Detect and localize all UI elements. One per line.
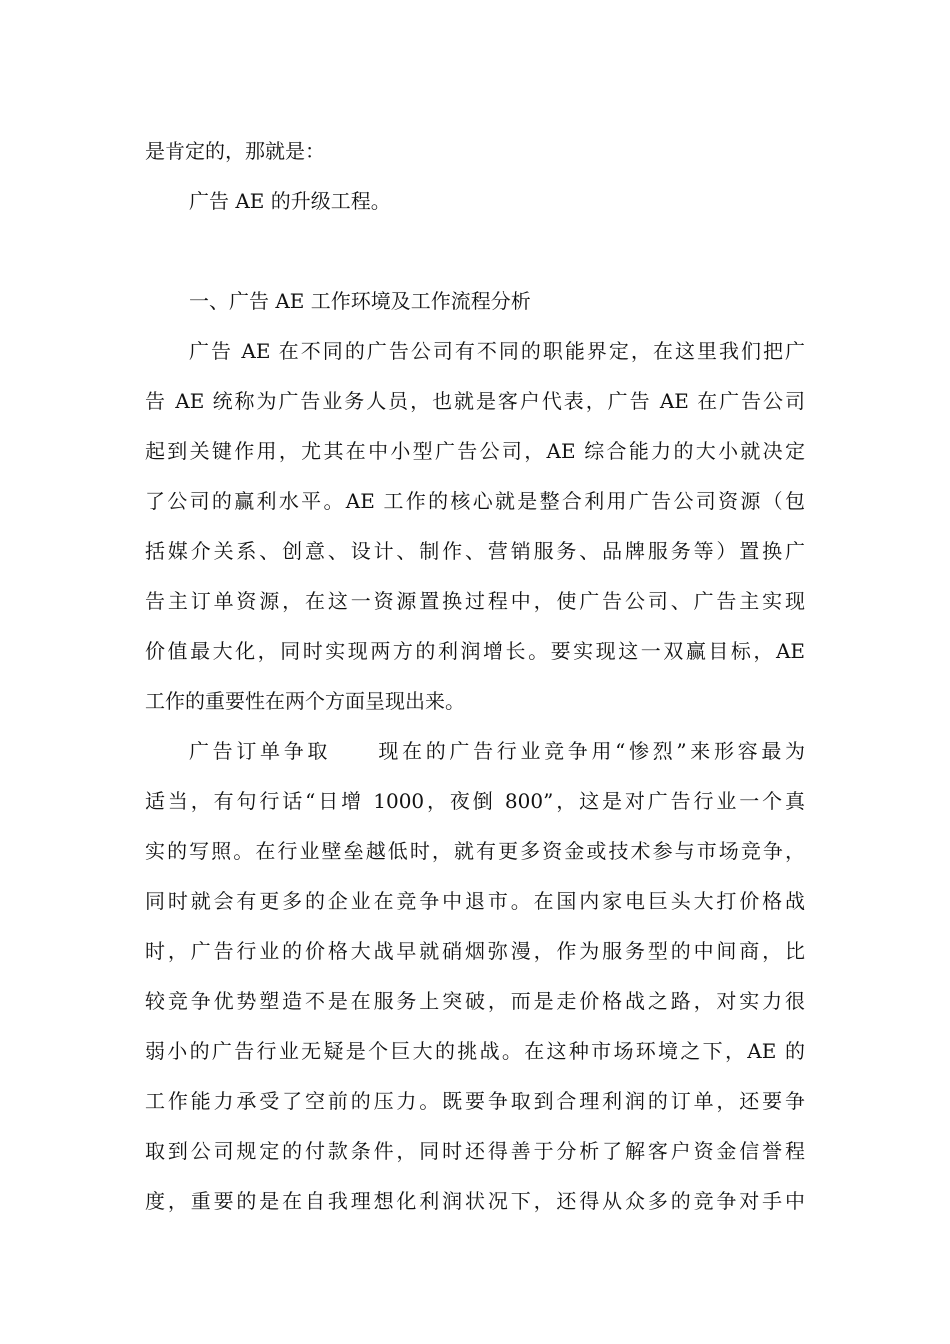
paragraph-line: 适当，有句行话“日增 1000，夜倒 800”，这是对广告行业一个真 xyxy=(145,789,805,813)
intro-line: 广告 AE 的升级工程。 xyxy=(189,189,391,213)
paragraph-line: 工作的重要性在两个方面呈现出来。 xyxy=(145,689,465,713)
paragraph-line: 度，重要的是在自我理想化利润状况下，还得从众多的竞争对手中 xyxy=(145,1189,805,1213)
paragraph-line: 起到关键作用，尤其在中小型广告公司，AE 综合能力的大小就决定 xyxy=(145,439,805,463)
paragraph-line: 弱小的广告行业无疑是个巨大的挑战。在这种市场环境之下，AE 的 xyxy=(145,1039,805,1063)
paragraph-line: 告 AE 统称为广告业务人员，也就是客户代表，广告 AE 在广告公司 xyxy=(145,389,805,413)
paragraph-line: 工作能力承受了空前的压力。既要争取到合理利润的订单，还要争 xyxy=(145,1089,805,1113)
paragraph-line: 取到公司规定的付款条件，同时还得善于分析了解客户资金信誉程 xyxy=(145,1139,805,1163)
paragraph-line: 广告 AE 在不同的广告公司有不同的职能界定，在这里我们把广 xyxy=(189,339,805,363)
intro-line: 是肯定的，那就是： xyxy=(145,139,325,163)
paragraph-line: 括媒介关系、创意、设计、制作、营销服务、品牌服务等）置换广 xyxy=(145,539,805,563)
paragraph-line: 告主订单资源，在这一资源置换过程中，使广告公司、广告主实现 xyxy=(145,589,805,613)
paragraph-line: 了公司的赢利水平。AE 工作的核心就是整合利用广告公司资源（包 xyxy=(145,489,805,513)
paragraph-line: 价值最大化，同时实现两方的利润增长。要实现这一双赢目标，AE xyxy=(145,639,805,663)
paragraph-line: 同时就会有更多的企业在竞争中退市。在国内家电巨头大打价格战 xyxy=(145,889,805,913)
paragraph-line: 时，广告行业的价格大战早就硝烟弥漫，作为服务型的中间商，比 xyxy=(145,939,805,963)
section-heading: 一、广告 AE 工作环境及工作流程分析 xyxy=(189,289,531,313)
paragraph-line: 实的写照。在行业壁垒越低时，就有更多资金或技术参与市场竞争， xyxy=(145,839,805,863)
paragraph-line: 广告订单争取 现在的广告行业竞争用“惨烈”来形容最为 xyxy=(189,739,805,763)
paragraph-line: 较竞争优势塑造不是在服务上突破，而是走价格战之路，对实力很 xyxy=(145,989,805,1013)
